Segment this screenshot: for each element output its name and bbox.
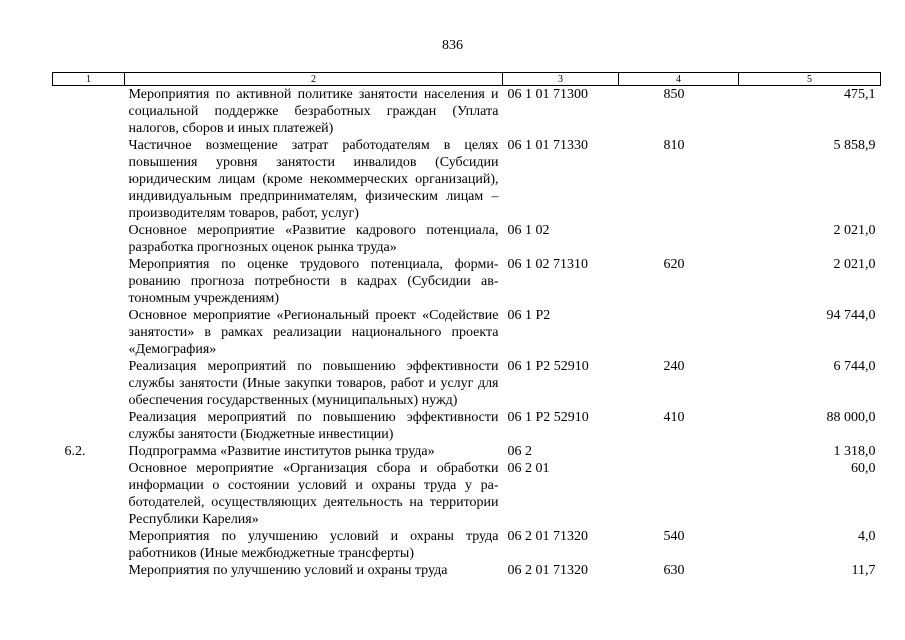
page-number: 836 — [442, 38, 463, 53]
row-number — [53, 528, 125, 562]
row-target-article: 06 1 P2 52910 — [507, 410, 589, 425]
row-target-article: 06 1 P2 52910 — [507, 359, 589, 374]
row-name: Подпрограмма «Развитие институтов рынка труда» — [128, 444, 435, 459]
row-name: Мероприятия по активной политике занятости населения и социальной поддержке безработных граждан (Уплата налогов, сборов и иных платежей) — [128, 87, 499, 136]
row-sum: 475,1 — [844, 87, 876, 102]
row-name: Реализация мероприятий по повышению эффективности службы занятости (Бюджетные инвестиции) — [128, 410, 499, 442]
row-expense-type — [619, 460, 739, 528]
row-expense-type: 810 — [663, 138, 685, 153]
row-number — [53, 222, 125, 256]
row-expense-type: 540 — [663, 529, 685, 544]
row-target-article: 06 1 01 71300 — [507, 87, 588, 102]
row-expense-type — [619, 307, 739, 358]
row-sum: 1 318,0 — [833, 444, 876, 459]
budget-table — [52, 72, 881, 579]
table-row — [53, 358, 881, 409]
header-col-3: 3 — [503, 73, 619, 86]
row-target-article: 06 2 01 — [507, 461, 550, 476]
row-sum: 88 000,0 — [826, 410, 876, 425]
row-expense-type: 240 — [663, 359, 685, 374]
table-row — [53, 137, 881, 222]
table-row — [53, 460, 881, 528]
row-name: Мероприятия по улучшению условий и охраны труда — [128, 563, 448, 578]
table-row — [53, 86, 881, 138]
row-sum: 11,7 — [851, 563, 876, 578]
row-target-article: 06 2 — [507, 444, 532, 459]
row-sum: 2 021,0 — [833, 223, 876, 238]
row-name: Основное мероприятие «Организация сбора и обработки информации о состоянии условий и охраны труда у работодателей, осуществляющих деятельность на территории Республики Карелия» — [128, 461, 499, 527]
row-number — [53, 460, 125, 528]
row-number — [53, 307, 125, 358]
row-number — [53, 562, 125, 579]
row-number — [53, 358, 125, 409]
row-target-article: 06 1 02 — [507, 223, 550, 238]
row-expense-type: 850 — [663, 87, 685, 102]
table-row — [53, 409, 881, 443]
row-target-article: 06 1 01 71330 — [507, 138, 588, 153]
row-sum: 60,0 — [851, 461, 876, 476]
row-sum: 2 021,0 — [833, 257, 876, 272]
header-col-4: 4 — [619, 73, 739, 86]
row-expense-type — [619, 443, 739, 460]
row-number — [53, 86, 125, 138]
row-target-article: 06 2 01 71320 — [507, 529, 588, 544]
row-number — [53, 256, 125, 307]
row-name: Мероприятия по оценке трудового потенциала, формированию прогноза потребности в кадрах (Субсидии автономным учреждениям) — [128, 257, 499, 306]
row-expense-type: 410 — [663, 410, 685, 425]
row-target-article: 06 1 02 71310 — [507, 257, 588, 272]
header-col-5: 5 — [739, 73, 881, 86]
table-row — [53, 307, 881, 358]
row-number — [53, 137, 125, 222]
table-row — [53, 562, 881, 579]
row-name: Основное мероприятие «Развитие кадрового потенциала, разработка прогнозных оценок рынка труда» — [128, 223, 499, 255]
row-target-article: 06 2 01 71320 — [507, 563, 588, 578]
table-row — [53, 528, 881, 562]
table-row — [53, 222, 881, 256]
row-expense-type: 620 — [663, 257, 685, 272]
row-name: Реализация мероприятий по повышению эффективности службы занятости (Иные закупки товаров, работ и услуг для обеспечения государственных (муниципальных) нужд) — [128, 359, 499, 408]
row-sum: 5 858,9 — [833, 138, 876, 153]
row-expense-type — [619, 222, 739, 256]
row-name: Частичное возмещение затрат работодателям в целях повышения уровня занятости инвалидов (Субсидии юридическим лицам (кроме некоммерческих организаций), индивидуальным предпринимателям, физическим лицам – производителям товаров, работ, услуг) — [128, 138, 499, 221]
row-number — [53, 409, 125, 443]
header-col-1: 1 — [53, 73, 125, 86]
row-sum: 6 744,0 — [833, 359, 876, 374]
row-sum: 94 744,0 — [826, 308, 876, 323]
table-row — [53, 443, 881, 460]
row-target-article: 06 1 P2 — [507, 308, 551, 323]
row-number: 6.2. — [64, 444, 86, 459]
row-name: Мероприятия по улучшению условий и охраны труда работников (Иные межбюджетные трансферты) — [128, 529, 499, 561]
row-expense-type: 630 — [663, 563, 685, 578]
table-row — [53, 256, 881, 307]
row-name: Основное мероприятие «Региональный проект «Содействие занятости» в рамках реализации национального проекта «Демография» — [128, 308, 499, 357]
header-col-2: 2 — [125, 73, 503, 86]
header-row — [53, 73, 881, 86]
row-sum: 4,0 — [858, 529, 876, 544]
table-body — [53, 86, 881, 580]
